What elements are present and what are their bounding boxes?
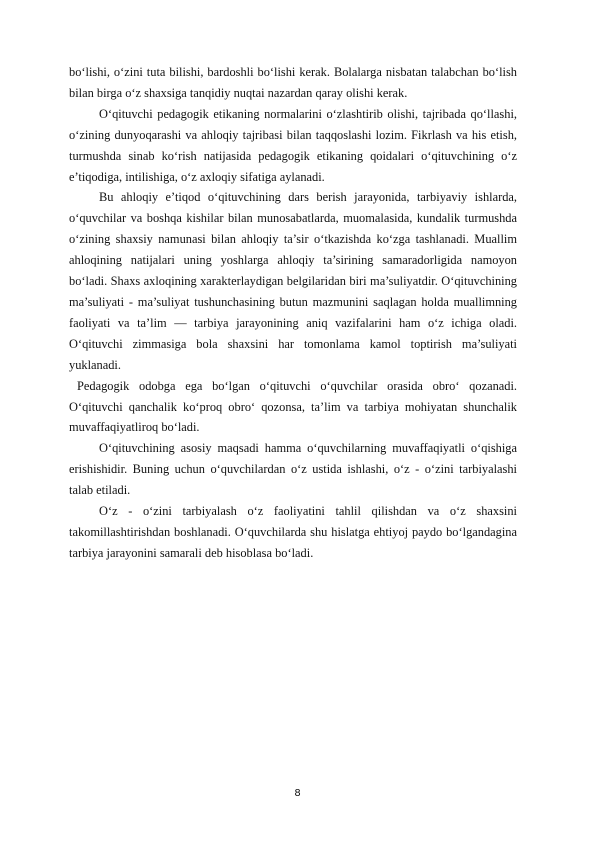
paragraph-teacher-authority: Pedagogik odobga ega bo‘lgan o‘qituvchi o‘quvchilar orasida obro‘ qozanadi. O‘qituvchi qanchalik ko‘proq obro‘ qozonsa, ta’lim va tarbiya mohiyatan shunchalik muvaffaqiyatliroq bo‘ladi.: [69, 378, 517, 435]
paragraph-continuation: bo‘lishi, o‘zini tuta bilishi, bardoshli bo‘lishi kerak. Bolalarga nisbatan talabchan bo‘lish bilan birga o‘z shaxsiga tanqidiy nuqtai nazardan qaray olishi kerak.: [69, 65, 517, 100]
paragraph-teacher-goal: O‘qituvchining asosiy maqsadi hamma o‘quvchilarning muvaffaqiyatli o‘qishiga erishishidir. Buning uchun o‘quvchilardan o‘z ustida ishlashi, o‘z - o‘zini tarbiyalashi talab etiladi.: [69, 441, 517, 498]
document-body: [69, 62, 517, 564]
paragraph-moral-conviction: Bu ahloqiy e’tiqod o‘qituvchining dars berish jarayonida, tarbiyaviy ishlarda, o‘quvchilar va boshqa kishilar bilan munosabatlarda, muomalasida, kundalik turmushda o‘zining shaxsiy namunasi bilan ahloqiy ta’sir o‘tkazishda ko‘zga tashlanadi. Muallim ahloqining natijalari uning yoshlarga ahloqiy ta’sirining samaradorligida namoyon bo‘ladi. Shaxs axloqining xarakterlaydigan belgilaridan biri ma’suliyatdir. O‘qituvchining ma’suliyati - ma’suliyat tushunchasining butun mazmunini saqlagan holda muallimning faoliyati va ta’lim — tarbiya jarayonining aniq vazifalarini ham o‘z ichiga oladi. O‘qituvchi zimmasiga bola shaxsini har tomonlama kamol toptirish ma’suliyati yuklanadi.: [69, 190, 517, 372]
paragraph-pedagogical-ethics-norms: O‘qituvchi pedagogik etikaning normalarini o‘zlashtirib olishi, tajribada qo‘llashi, o‘zining dunyoqarashi va ahloqiy tajribasi bilan taqqoslashi lozim. Fikrlash va his etish, turmushda sinab ko‘rish natijasida pedagogik etikaning qoidalari o‘qituvchining o‘z e’tiqodiga, intilishiga, o‘z axloqiy sifatiga aylanadi.: [69, 106, 517, 184]
paragraph-self-education: O‘z - o‘zini tarbiyalash o‘z faoliyatini tahlil qilishdan va o‘z shaxsini takomillashtirishdan boshlanadi. O‘quvchilarda shu hislatga ehtiyoj paydo bo‘lgandagina tarbiya jarayonini samarali deb hisoblasa bo‘ladi.: [69, 504, 517, 560]
page-number: 8: [294, 788, 301, 799]
